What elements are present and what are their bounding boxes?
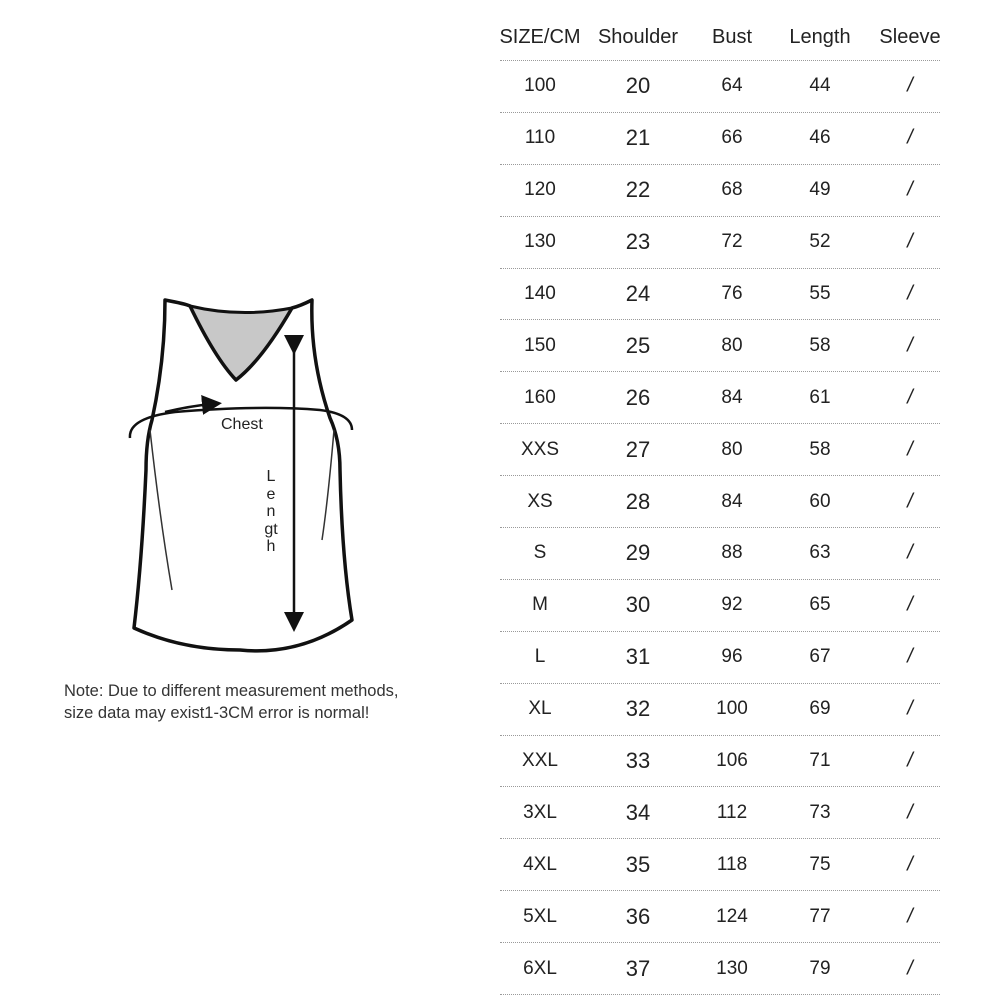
cell-sleeve: / xyxy=(907,230,913,253)
cell-bust: 92 xyxy=(721,594,743,616)
measurement-note xyxy=(64,680,464,724)
cell-sleeve: / xyxy=(907,801,913,824)
cell-size: 160 xyxy=(524,386,556,408)
header-sleeve: Sleeve xyxy=(879,26,941,48)
table-body xyxy=(500,60,940,995)
cell-bust: 76 xyxy=(721,283,743,304)
cell-shoulder: 22 xyxy=(625,177,651,203)
table-row xyxy=(500,476,940,528)
cell-size: XL xyxy=(528,698,552,720)
table-row xyxy=(500,943,940,995)
cell-sleeve: / xyxy=(907,490,913,513)
cell-length: 63 xyxy=(809,542,831,564)
cell-length: 67 xyxy=(809,646,831,668)
cell-bust: 68 xyxy=(721,179,743,201)
cell-size: 110 xyxy=(524,127,556,149)
cell-sleeve: / xyxy=(907,438,913,461)
cell-sleeve: / xyxy=(907,334,913,357)
table-row xyxy=(500,736,940,788)
cell-shoulder: 24 xyxy=(625,281,651,306)
cell-size: XXS xyxy=(520,438,560,460)
cell-sleeve: / xyxy=(907,853,913,876)
table-row xyxy=(500,684,940,736)
cell-shoulder: 26 xyxy=(625,384,651,410)
table-row xyxy=(500,891,940,943)
cell-bust: 130 xyxy=(716,957,748,979)
cell-sleeve: / xyxy=(907,697,913,720)
cell-sleeve: / xyxy=(907,386,913,409)
cell-sleeve: / xyxy=(907,749,913,772)
cell-size: 100 xyxy=(524,75,556,97)
size-chart-table xyxy=(500,24,940,995)
cell-shoulder: 37 xyxy=(625,955,651,981)
cell-sleeve: / xyxy=(907,645,913,668)
table-row xyxy=(500,165,940,217)
cell-sleeve: / xyxy=(907,957,913,980)
cell-size: L xyxy=(534,646,546,668)
cell-shoulder: 23 xyxy=(625,229,651,255)
cell-length: 71 xyxy=(809,750,831,772)
cell-size: 140 xyxy=(524,283,556,304)
cell-length: 55 xyxy=(809,283,831,304)
length-label: Length xyxy=(264,468,278,555)
cell-bust: 124 xyxy=(716,905,748,927)
cell-bust: 106 xyxy=(716,750,748,772)
cell-bust: 64 xyxy=(721,75,743,97)
cell-length: 73 xyxy=(809,801,831,823)
table-row xyxy=(500,839,940,891)
table-row xyxy=(500,372,940,424)
cell-size: 150 xyxy=(524,334,556,356)
cell-shoulder: 32 xyxy=(625,696,651,722)
cell-shoulder: 21 xyxy=(625,125,651,151)
cell-sleeve: / xyxy=(907,905,913,928)
header-size: SIZE/CM xyxy=(499,26,581,48)
cell-length: 49 xyxy=(809,179,831,201)
cell-bust: 112 xyxy=(716,801,748,823)
table-row xyxy=(500,580,940,632)
table-row xyxy=(500,528,940,580)
cell-shoulder: 30 xyxy=(625,592,651,618)
cell-length: 75 xyxy=(809,853,831,875)
cell-size: XXL xyxy=(522,750,558,772)
header-shoulder: Shoulder xyxy=(597,26,679,48)
table-row xyxy=(500,424,940,476)
cell-size: 6XL xyxy=(523,957,557,979)
cell-length: 69 xyxy=(809,698,831,720)
cell-length: 65 xyxy=(809,594,831,616)
cell-bust: 96 xyxy=(721,646,743,668)
cell-length: 58 xyxy=(809,438,831,460)
cell-sleeve: / xyxy=(907,178,913,201)
table-row xyxy=(500,320,940,372)
cell-sleeve: / xyxy=(907,126,913,149)
cell-shoulder: 36 xyxy=(625,903,651,929)
cell-sleeve: / xyxy=(907,593,913,616)
cell-bust: 88 xyxy=(721,542,743,564)
cell-sleeve: / xyxy=(907,74,913,97)
cell-length: 77 xyxy=(809,905,831,927)
cell-shoulder: 28 xyxy=(625,488,651,514)
cell-bust: 118 xyxy=(716,853,748,875)
cell-shoulder: 33 xyxy=(625,748,651,774)
cell-length: 44 xyxy=(809,75,831,97)
cell-length: 46 xyxy=(809,127,831,149)
cell-size: S xyxy=(533,542,547,564)
cell-bust: 84 xyxy=(721,386,743,408)
cell-length: 61 xyxy=(809,386,831,408)
cell-bust: 100 xyxy=(716,698,748,720)
note-line-2: size data may exist1-3CM error is normal! xyxy=(64,704,370,722)
table-row xyxy=(500,113,940,165)
cell-shoulder: 25 xyxy=(625,332,651,358)
cell-shoulder: 34 xyxy=(625,799,651,825)
table-row xyxy=(500,269,940,321)
cell-size: XS xyxy=(527,490,553,512)
cell-length: 79 xyxy=(809,957,831,979)
cell-sleeve: / xyxy=(907,282,913,305)
table-header xyxy=(500,24,940,60)
cell-size: 120 xyxy=(524,179,556,201)
cell-size: 4XL xyxy=(523,853,557,875)
cell-shoulder: 31 xyxy=(625,644,651,670)
table-row xyxy=(500,60,940,113)
cell-bust: 80 xyxy=(721,334,743,356)
cell-bust: 66 xyxy=(721,127,743,149)
table-row xyxy=(500,787,940,839)
cell-shoulder: 29 xyxy=(625,540,651,566)
cell-sleeve: / xyxy=(907,541,913,564)
table-row xyxy=(500,632,940,684)
tank-top-diagram xyxy=(120,290,370,660)
cell-bust: 72 xyxy=(721,231,743,253)
cell-length: 58 xyxy=(809,334,831,356)
cell-size: 130 xyxy=(524,231,556,253)
cell-bust: 84 xyxy=(721,490,743,512)
header-length: Length xyxy=(789,26,851,48)
header-bust: Bust xyxy=(711,26,753,48)
cell-shoulder: 20 xyxy=(625,73,651,99)
chest-label: Chest xyxy=(221,416,263,433)
cell-length: 60 xyxy=(809,490,831,512)
table-row xyxy=(500,217,940,269)
cell-size: 3XL xyxy=(523,801,557,823)
cell-shoulder: 35 xyxy=(625,851,651,877)
cell-shoulder: 27 xyxy=(625,436,651,462)
cell-size: M xyxy=(532,594,548,616)
cell-size: 5XL xyxy=(523,905,557,927)
note-line-1: Note: Due to different measurement methods, xyxy=(64,682,399,700)
cell-length: 52 xyxy=(809,231,831,253)
cell-bust: 80 xyxy=(721,438,743,460)
